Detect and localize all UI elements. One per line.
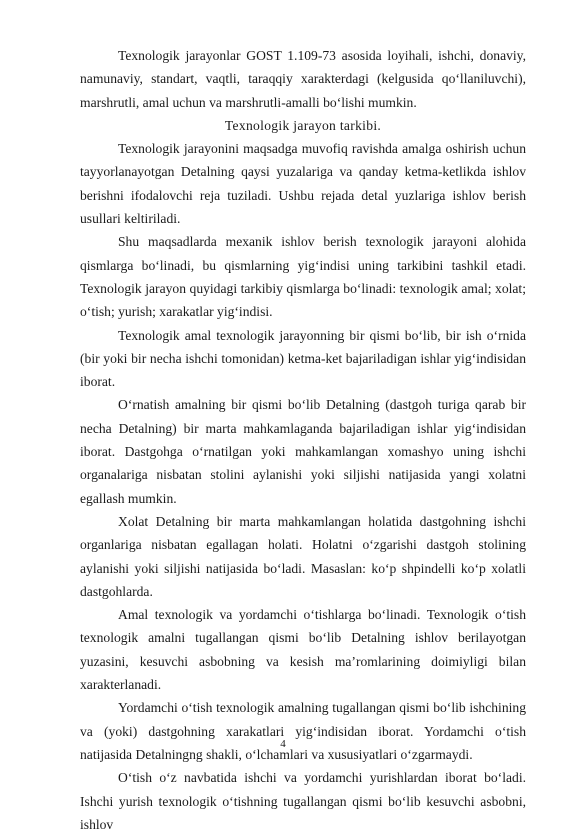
page-content xyxy=(80,44,526,836)
paragraph-intro: Texnologik jarayonlar GOST 1.109-73 asosida loyihali, ishchi, donaviy, namunaviy, standart, vaqtli, taraqqiy xarakterdagi (kelgusida qo‘llaniluvchi), marshrutli, amal uchun va marshrutli-amalli bo‘lishi mumkin. xyxy=(80,48,526,110)
paragraph-position: Xolat Detalning bir marta mahkamlangan holatida dastgohning ishchi organlariga nisbatan egallagan holati. Holatni o‘zgarishi dastgoh stolining aylanishi yoki siljishi natijasida bo‘ladi. Masaslan: ko‘p shpindelli ko‘p xolatli dastgohlarda. xyxy=(80,513,526,599)
paragraph-auxiliary-step: Yordamchi o‘tish texnologik amalning tugallangan qismi bo‘lib ishchining va (yoki) dastgohning xarakatlari yig‘indisidan iborat. Yordamchi o‘tish natijasida Detalningng shakli, o‘lchamlari va xususiyatlari o‘zgarmaydi. xyxy=(80,700,526,762)
paragraph-operation: Texnologik amal texnologik jarayonning bir qismi bo‘lib, bir ish o‘rnida (bir yoki bir necha ishchi tomonidan) ketma-ket bajariladigan ishlar yig‘indisidan iborat. xyxy=(80,327,526,390)
paragraph-passes: O‘tish o‘z navbatida ishchi va yordamchi yurishlardan iborat bo‘ladi. Ishchi yurish texnologik o‘tishning tugallangan qismi bo‘lib kesuvchi asbobni, ishlov xyxy=(80,770,526,832)
paragraph-composition: Shu maqsadlarda mexanik ishlov berish texnologik jarayoni alohida qismlarga bo‘linadi, bu qismlarning yig‘indisi uning tarkibini tashkil etadi. Texnologik jarayon quyidagi tarkibiy qismlarga bo‘linadi: texnologik amal; xolat; o‘tish; yurish; xarakatlar yig‘indisi. xyxy=(80,234,526,320)
paragraph-steps: Amal texnologik va yordamchi o‘tishlarga bo‘linadi. Texnologik o‘tish texnologik amalni tugallangan qismi bo‘lib Detalning ishlov berilayotgan yuzasini, kesuvchi asbobning va kesish ma’romlarining doimiyligi bilan xarakterlanadi. xyxy=(80,607,526,693)
section-heading: Texnologik jarayon tarkibi. xyxy=(224,117,382,133)
page-number: 4 xyxy=(280,738,286,750)
paragraph-setup: O‘rnatish amalning bir qismi bo‘lib Detalning (dastgoh turiga qarab bir necha Detalning) bir marta mahkamlaganda bajariladigan ishlar yig‘indisidan iborat. Dastgohga o‘rnatilgan yoki mahkamlangan xomashyo uning ishchi organalariga nisbatan stolini aylanishi yoki siljishi natijasida yangi xolatni egallash mumkin. xyxy=(80,397,526,506)
paragraph-plan: Texnologik jarayonini maqsadga muvofiq ravishda amalga oshirish uchun tayyorlanayotgan Detalning qaysi yuzalariga va qanday ketma-ketlikda ishlov berishni ifodalovchi reja tuziladi. Ushbu rejada detal yuzlariga ishlov berish usullari keltiriladi. xyxy=(80,141,526,227)
